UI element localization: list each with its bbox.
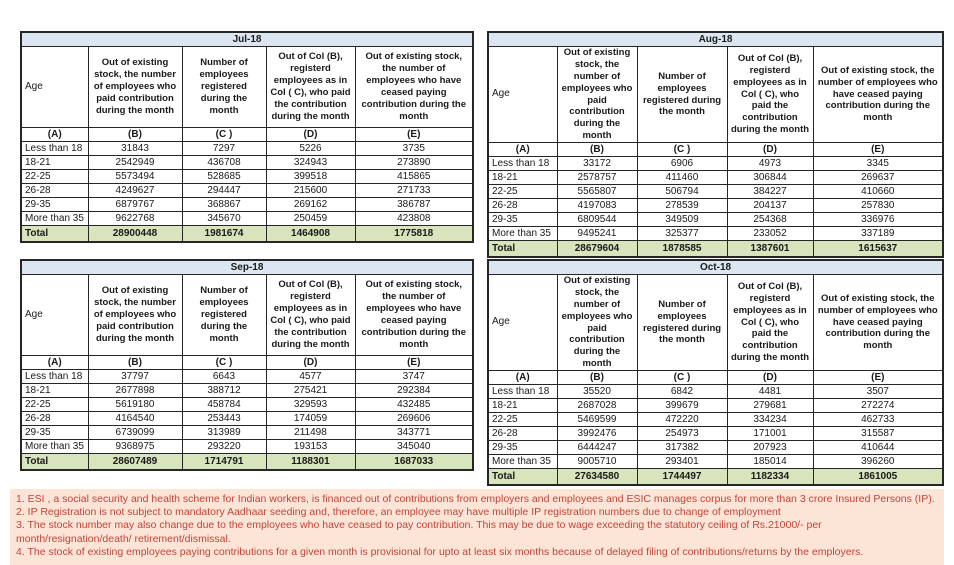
value-cell: 174059	[266, 412, 355, 426]
value-cell: 415865	[355, 170, 473, 184]
value-cell: 31843	[88, 142, 182, 156]
col-letter-a: (A)	[488, 143, 557, 157]
value-cell: 9005710	[557, 455, 637, 469]
value-cell: 6643	[182, 370, 266, 384]
table-row	[488, 227, 943, 241]
total-row	[21, 226, 473, 243]
col-b-header: Out of existing stock, the number of employees who paid contribution during the month	[557, 275, 637, 371]
total-cell: 1861005	[813, 469, 943, 486]
value-cell: 317382	[637, 441, 727, 455]
value-cell: 273890	[355, 156, 473, 170]
col-letter-a: (A)	[21, 128, 88, 142]
value-cell: 275421	[266, 384, 355, 398]
value-cell: 293401	[637, 455, 727, 469]
age-cell: 22-25	[21, 170, 88, 184]
table-row	[488, 213, 943, 227]
value-cell: 33172	[557, 157, 637, 171]
col-d-header: Out of Col (B), registerd employees as in Col ( C), who paid the contribution during the month	[727, 275, 813, 371]
column-letter-row	[21, 356, 473, 370]
col-letter-b: (B)	[88, 128, 182, 142]
table-row	[21, 370, 473, 384]
total-cell: 28679604	[557, 241, 637, 258]
total-cell: 1615637	[813, 241, 943, 258]
col-c-header: Number of employees registered during the month	[637, 47, 727, 143]
age-cell: Less than 18	[21, 370, 88, 384]
table-row	[488, 199, 943, 213]
column-letter-row	[488, 143, 943, 157]
value-cell: 6444247	[557, 441, 637, 455]
value-cell: 269637	[813, 171, 943, 185]
table-row	[21, 184, 473, 198]
table-row	[21, 142, 473, 156]
table-row	[21, 384, 473, 398]
value-cell: 4197083	[557, 199, 637, 213]
value-cell: 9622768	[88, 212, 182, 226]
month-title: Aug-18	[488, 32, 943, 47]
col-letter-b: (B)	[557, 371, 637, 385]
month-table-oct-18	[487, 259, 944, 486]
table-row	[488, 455, 943, 469]
table-row	[21, 260, 473, 275]
value-cell: 193153	[266, 440, 355, 454]
age-cell: 26-28	[21, 184, 88, 198]
value-cell: 349509	[637, 213, 727, 227]
value-cell: 325377	[637, 227, 727, 241]
table-row	[488, 441, 943, 455]
footnote: 3. The stock number may also change due to the employees who have ceased to pay contribution. This may be due to wage exceeding the statutory ceiling of Rs.21000/- per month/resignation/death/ retirement/dismissal.	[16, 519, 822, 545]
value-cell: 9495241	[557, 227, 637, 241]
value-cell: 269606	[355, 412, 473, 426]
col-c-header: Number of employees registered during the month	[637, 275, 727, 371]
value-cell: 293220	[182, 440, 266, 454]
table-row	[488, 157, 943, 171]
value-cell: 6842	[637, 385, 727, 399]
value-cell: 204137	[727, 199, 813, 213]
value-cell: 313989	[182, 426, 266, 440]
col-d-header: Out of Col (B), registerd employees as in Col ( C), who paid the contribution during the month	[266, 47, 355, 128]
value-cell: 254368	[727, 213, 813, 227]
table-row	[488, 427, 943, 441]
age-cell: 18-21	[488, 399, 557, 413]
table-row	[21, 198, 473, 212]
value-cell: 2687028	[557, 399, 637, 413]
footnotes-block	[10, 489, 944, 565]
table-row	[21, 212, 473, 226]
value-cell: 386787	[355, 198, 473, 212]
table-header-row	[21, 275, 473, 356]
col-letter-e: (E)	[355, 356, 473, 370]
value-cell: 458784	[182, 398, 266, 412]
table-header-row	[488, 275, 943, 371]
value-cell: 423808	[355, 212, 473, 226]
table-row	[21, 398, 473, 412]
col-letter-c: (C )	[182, 356, 266, 370]
value-cell: 399679	[637, 399, 727, 413]
total-cell: 1182334	[727, 469, 813, 486]
value-cell: 269162	[266, 198, 355, 212]
total-row	[488, 241, 943, 258]
column-letter-row	[488, 371, 943, 385]
value-cell: 257830	[813, 199, 943, 213]
table-row	[488, 385, 943, 399]
age-cell: More than 35	[21, 440, 88, 454]
col-letter-c: (C )	[637, 371, 727, 385]
column-letter-row	[21, 128, 473, 142]
value-cell: 250459	[266, 212, 355, 226]
total-cell: 1775818	[355, 226, 473, 243]
table-row	[21, 440, 473, 454]
value-cell: 345040	[355, 440, 473, 454]
value-cell: 5565807	[557, 185, 637, 199]
col-letter-e: (E)	[813, 143, 943, 157]
total-cell: 1687033	[355, 454, 473, 471]
value-cell: 2578757	[557, 171, 637, 185]
value-cell: 399518	[266, 170, 355, 184]
table-row	[21, 170, 473, 184]
col-letter-e: (E)	[813, 371, 943, 385]
table-header-row	[488, 47, 943, 143]
footnote: 2. IP Registration is not subject to mandatory Aadhaar seeding and, therefore, an employee may have multiple IP registration numbers due to change of employment	[16, 506, 781, 519]
total-label: Total	[21, 454, 88, 471]
total-label: Total	[488, 469, 557, 486]
col-letter-a: (A)	[488, 371, 557, 385]
total-row	[21, 454, 473, 471]
value-cell: 4577	[266, 370, 355, 384]
value-cell: 396260	[813, 455, 943, 469]
value-cell: 6879767	[88, 198, 182, 212]
value-cell: 368867	[182, 198, 266, 212]
value-cell: 410644	[813, 441, 943, 455]
total-label: Total	[488, 241, 557, 258]
value-cell: 278539	[637, 199, 727, 213]
value-cell: 279681	[727, 399, 813, 413]
age-cell: 26-28	[488, 199, 557, 213]
age-cell: 18-21	[21, 384, 88, 398]
value-cell: 171001	[727, 427, 813, 441]
value-cell: 292384	[355, 384, 473, 398]
value-cell: 3507	[813, 385, 943, 399]
col-letter-d: (D)	[727, 143, 813, 157]
col-letter-b: (B)	[557, 143, 637, 157]
table-header-row	[21, 47, 473, 128]
age-column-header: Age	[21, 275, 88, 356]
value-cell: 233052	[727, 227, 813, 241]
age-cell: 22-25	[488, 413, 557, 427]
col-c-header: Number of employees registered during the month	[182, 47, 266, 128]
value-cell: 4164540	[88, 412, 182, 426]
col-letter-d: (D)	[727, 371, 813, 385]
footnote: 1. ESI , a social security and health scheme for Indian workers, is financed out of contributions from employers and employees and ESIC manages corpus for more than 3 crore Insured Persons (IP).	[16, 493, 935, 505]
value-cell: 2677898	[88, 384, 182, 398]
value-cell: 3735	[355, 142, 473, 156]
col-e-header: Out of existing stock, the number of employees who have ceased paying contribution during the month	[813, 47, 943, 143]
value-cell: 5619180	[88, 398, 182, 412]
age-cell: 18-21	[488, 171, 557, 185]
table-row	[21, 412, 473, 426]
total-cell: 1981674	[182, 226, 266, 243]
value-cell: 7297	[182, 142, 266, 156]
value-cell: 4481	[727, 385, 813, 399]
age-cell: More than 35	[21, 212, 88, 226]
value-cell: 253443	[182, 412, 266, 426]
value-cell: 436708	[182, 156, 266, 170]
month-title: Sep-18	[21, 260, 473, 275]
value-cell: 528685	[182, 170, 266, 184]
value-cell: 9368975	[88, 440, 182, 454]
month-table-sep-18	[20, 259, 474, 471]
table-row	[488, 260, 943, 275]
total-cell: 1188301	[266, 454, 355, 471]
month-title: Jul-18	[21, 32, 473, 47]
value-cell: 306844	[727, 171, 813, 185]
value-cell: 294447	[182, 184, 266, 198]
value-cell: 410660	[813, 185, 943, 199]
value-cell: 6739099	[88, 426, 182, 440]
age-cell: 26-28	[488, 427, 557, 441]
value-cell: 5573494	[88, 170, 182, 184]
value-cell: 462733	[813, 413, 943, 427]
value-cell: 334234	[727, 413, 813, 427]
value-cell: 337189	[813, 227, 943, 241]
col-letter-c: (C )	[182, 128, 266, 142]
age-cell: Less than 18	[488, 385, 557, 399]
table-row	[488, 413, 943, 427]
table-row	[488, 32, 943, 47]
value-cell: 4249627	[88, 184, 182, 198]
age-cell: 29-35	[488, 213, 557, 227]
total-cell: 27634580	[557, 469, 637, 486]
value-cell: 345670	[182, 212, 266, 226]
total-cell: 28607489	[88, 454, 182, 471]
col-b-header: Out of existing stock, the number of employees who paid contribution during the month	[557, 47, 637, 143]
value-cell: 329593	[266, 398, 355, 412]
value-cell: 384227	[727, 185, 813, 199]
value-cell: 336976	[813, 213, 943, 227]
col-c-header: Number of employees registered during the month	[182, 275, 266, 356]
col-letter-c: (C )	[637, 143, 727, 157]
value-cell: 3747	[355, 370, 473, 384]
col-b-header: Out of existing stock, the number of employees who paid contribution during the month	[88, 275, 182, 356]
month-table-jul-18	[20, 31, 474, 243]
value-cell: 3345	[813, 157, 943, 171]
col-d-header: Out of Col (B), registerd employees as in Col ( C), who paid the contribution during the month	[266, 275, 355, 356]
table-row	[488, 171, 943, 185]
value-cell: 343771	[355, 426, 473, 440]
value-cell: 185014	[727, 455, 813, 469]
value-cell: 35520	[557, 385, 637, 399]
col-letter-a: (A)	[21, 356, 88, 370]
value-cell: 472220	[637, 413, 727, 427]
total-cell: 1744497	[637, 469, 727, 486]
value-cell: 2542949	[88, 156, 182, 170]
value-cell: 411460	[637, 171, 727, 185]
age-cell: 18-21	[21, 156, 88, 170]
value-cell: 5469599	[557, 413, 637, 427]
age-column-header: Age	[488, 275, 557, 371]
age-cell: 29-35	[21, 198, 88, 212]
total-cell: 1878585	[637, 241, 727, 258]
total-cell: 1387601	[727, 241, 813, 258]
age-cell: Less than 18	[488, 157, 557, 171]
age-cell: 22-25	[21, 398, 88, 412]
value-cell: 272274	[813, 399, 943, 413]
value-cell: 271733	[355, 184, 473, 198]
total-row	[488, 469, 943, 486]
table-row	[488, 185, 943, 199]
col-e-header: Out of existing stock, the number of employees who have ceased paying contribution during the month	[355, 275, 473, 356]
value-cell: 324943	[266, 156, 355, 170]
total-label: Total	[21, 226, 88, 243]
value-cell: 207923	[727, 441, 813, 455]
age-cell: 26-28	[21, 412, 88, 426]
total-cell: 1464908	[266, 226, 355, 243]
table-row	[21, 32, 473, 47]
total-cell: 28900448	[88, 226, 182, 243]
age-column-header: Age	[21, 47, 88, 128]
value-cell: 215600	[266, 184, 355, 198]
value-cell: 506794	[637, 185, 727, 199]
col-b-header: Out of existing stock, the number of employees who paid contribution during the month	[88, 47, 182, 128]
value-cell: 6906	[637, 157, 727, 171]
value-cell: 3992476	[557, 427, 637, 441]
col-letter-d: (D)	[266, 356, 355, 370]
table-row	[21, 156, 473, 170]
value-cell: 211498	[266, 426, 355, 440]
total-cell: 1714791	[182, 454, 266, 471]
value-cell: 315587	[813, 427, 943, 441]
month-table-aug-18	[487, 31, 944, 258]
age-cell: 29-35	[488, 441, 557, 455]
value-cell: 388712	[182, 384, 266, 398]
col-letter-b: (B)	[88, 356, 182, 370]
col-e-header: Out of existing stock, the number of employees who have ceased paying contribution during the month	[355, 47, 473, 128]
col-e-header: Out of existing stock, the number of employees who have ceased paying contribution during the month	[813, 275, 943, 371]
age-column-header: Age	[488, 47, 557, 143]
age-cell: More than 35	[488, 227, 557, 241]
value-cell: 4973	[727, 157, 813, 171]
table-row	[488, 399, 943, 413]
col-letter-e: (E)	[355, 128, 473, 142]
col-d-header: Out of Col (B), registerd employees as in Col ( C), who paid the contribution during the month	[727, 47, 813, 143]
col-letter-d: (D)	[266, 128, 355, 142]
value-cell: 6809544	[557, 213, 637, 227]
month-title: Oct-18	[488, 260, 943, 275]
footnote: 4. The stock of existing employees paying contributions for a given month is provisional for upto at least six months because of delayed filing of contributions/returns by the employers.	[16, 545, 864, 558]
value-cell: 37797	[88, 370, 182, 384]
age-cell: More than 35	[488, 455, 557, 469]
age-cell: 22-25	[488, 185, 557, 199]
age-cell: 29-35	[21, 426, 88, 440]
age-cell: Less than 18	[21, 142, 88, 156]
value-cell: 5226	[266, 142, 355, 156]
value-cell: 254973	[637, 427, 727, 441]
table-row	[21, 426, 473, 440]
value-cell: 432485	[355, 398, 473, 412]
